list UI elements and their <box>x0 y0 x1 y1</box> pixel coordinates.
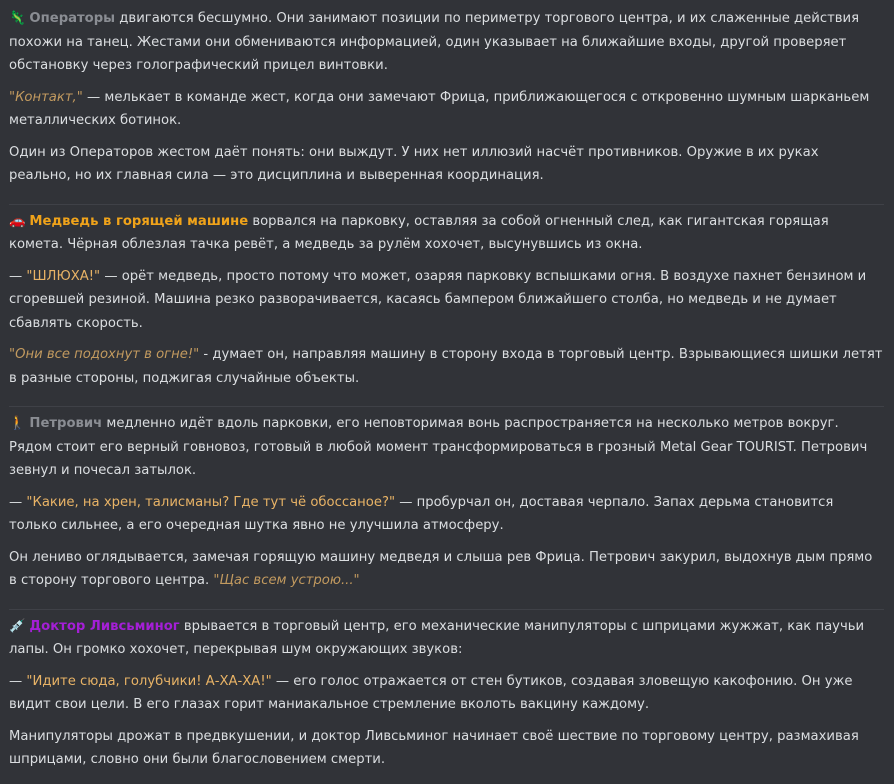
syringe-icon: 💉 <box>9 618 26 634</box>
medved-paragraph-1 <box>9 210 884 257</box>
operators-paragraph-2 <box>9 86 884 133</box>
operators-text-1: двигаются бесшумно. Они занимают позиции по периметру торгового центра, и их слаженные действия похожи на танец. Жестами они обмениваются информацией, один указывает на ближайшие входы, другой проверяет обстановку через голографический прицел винтовки. <box>9 11 860 73</box>
medved-paragraph-2 <box>9 265 884 336</box>
walking-person-icon: 🚶 <box>9 416 26 431</box>
medved-name: Медведь в горящей машине <box>29 213 249 229</box>
petrovich-text-1: медленно идёт вдоль парковки, его неповторимая вонь распространяется на несколько метров вокруг. Рядом стоит его верный говновоз, готовый в любой момент трансформироваться в грозный Metal Gear TOURIST. Петрович зевнул и почесал затылок. <box>9 416 868 478</box>
doctor-paragraph-1 <box>9 615 884 662</box>
petrovich-paragraph-1 <box>9 412 884 483</box>
petrovich-quote: "Какие, на хрен, талисманы? Где тут чё обоссаное?" <box>26 494 396 510</box>
petrovich-text-3: Он лениво оглядывается, замечая горящую машину медведя и слыша рев Фрица. Петрович закурил, выдохнув дым прямо в сторону торгового центра. <box>9 549 873 588</box>
operators-paragraph-3: Один из Операторов жестом даёт понять: они выждут. У них нет иллюзий насчёт противников. Оружие в их руках реально, но их главная сила — это дисциплина и выверенная координация. <box>9 144 819 183</box>
doctor-name: Доктор Ливсьминог <box>29 618 180 634</box>
medved-quote: "ШЛЮХА!" <box>26 268 101 284</box>
section-operators <box>9 7 884 200</box>
petrovich-dash: — <box>9 494 27 510</box>
petrovich-paragraph-2 <box>9 491 884 538</box>
lizard-icon: 🦎 <box>9 11 26 26</box>
petrovich-name: Петрович <box>29 416 103 431</box>
doctor-paragraph-3: Манипуляторы дрожат в предвкушении, и доктор Ливсьминог начинает своё шествие по торговому центру, размахивая шприцами, словно они были благословением смерти. <box>9 728 859 767</box>
divider <box>9 204 884 205</box>
medved-thought: "Они все подохнут в огне!" <box>9 347 200 362</box>
section-petrovich <box>9 412 884 605</box>
divider <box>9 406 884 407</box>
petrovich-text-2: — пробурчал он, доставая черпало. Запах дерьма становится только сильнее, а его очередная шутка явно не улучшила атмосферу. <box>9 494 834 533</box>
doctor-dash: — <box>9 673 27 689</box>
medved-text-1: ворвался на парковку, оставляя за собой огненный след, как гигантская горящая комета. Чёрная облезлая тачка ревёт, а медведь за рулём хохочет, высунувшись из окна. <box>9 213 829 252</box>
operators-paragraph-1 <box>9 7 884 78</box>
doctor-paragraph-2 <box>9 670 884 717</box>
operators-quote: "Контакт," <box>9 89 83 105</box>
doctor-quote: "Идите сюда, голубчики! А-ХА-ХА!" <box>26 673 272 689</box>
doctor-text-1: врывается в торговый центр, его механические манипуляторы с шприцами жужжат, как паучьи лапы. Он громко хохочет, перекрывая шум окружающих звуков: <box>9 618 865 657</box>
petrovich-paragraph-3 <box>9 546 884 593</box>
operators-name: Операторы <box>29 11 116 26</box>
message-content <box>9 7 884 784</box>
medved-text-2: — орёт медведь, просто потому что может, озаряя парковку вспышками огня. В воздухе пахнет бензином и сгоревшей резиной. Машина резко разворачивается, касаясь бампером ближайшего столба, но медведь и не думает сбавлять скорость. <box>9 268 867 331</box>
divider <box>9 609 884 610</box>
petrovich-thought: "Щас всем устрою..." <box>213 573 360 588</box>
medved-text-3: - думает он, направляя машину в сторону входа в торговый центр. Взрывающиеся шишки летят в разные стороны, поджигая случайные объекты. <box>9 347 883 386</box>
medved-paragraph-3 <box>9 343 884 390</box>
section-doctor <box>9 615 884 784</box>
car-icon: 🚗 <box>9 213 26 229</box>
doctor-text-2: — его голос отражается от стен бутиков, создавая зловещую какофонию. Он уже видит свои цели. В его глазах горит маниакальное стремление вколоть вакцину каждому. <box>9 673 853 712</box>
medved-dash: — <box>9 268 27 284</box>
operators-text-2: — мелькает в команде жест, когда они замечают Фрица, приближающегося с откровенно шумным шарканьем металлических ботинок. <box>9 89 870 128</box>
section-medved <box>9 210 884 403</box>
